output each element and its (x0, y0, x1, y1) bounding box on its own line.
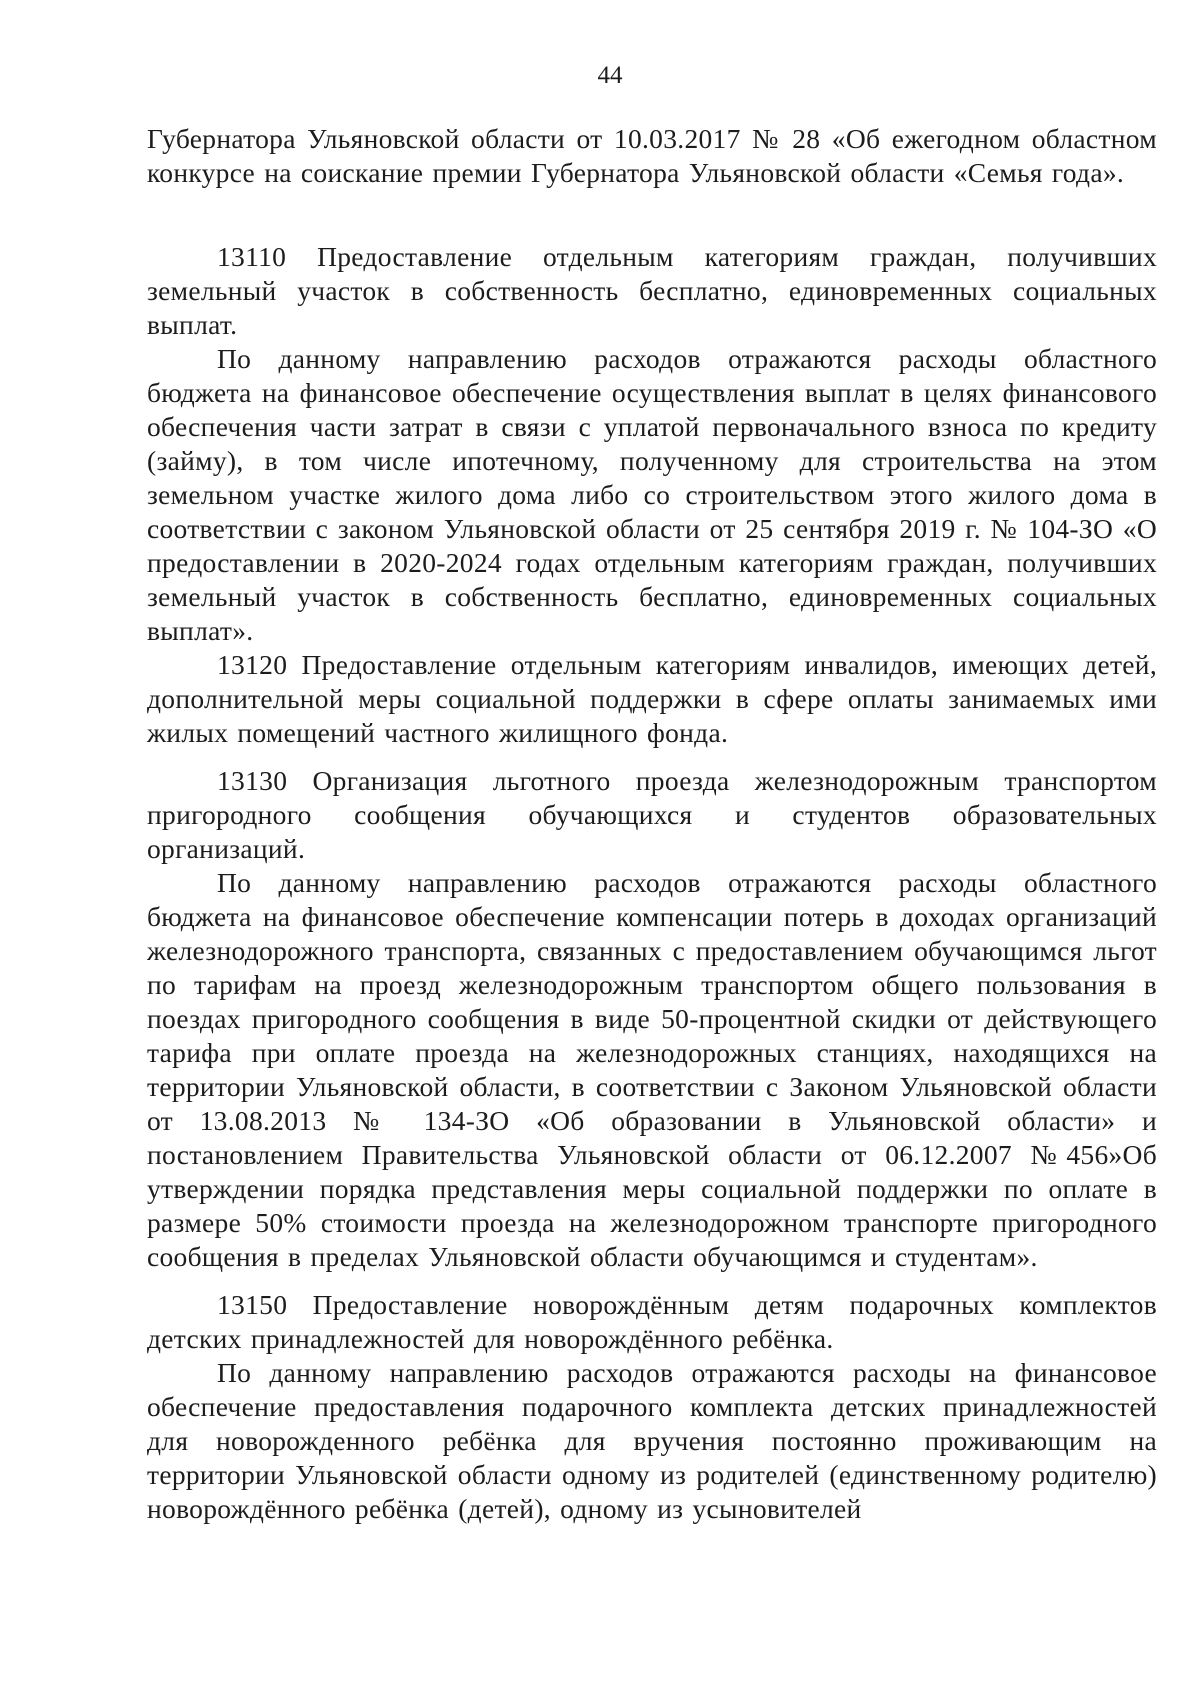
section-heading-13130: 13130 Организация льготного проезда железнодорожным транспортом пригородного сообщения обучающихся и студентов образовательных организаций. (147, 765, 1157, 864)
section-heading-13120: 13120 Предоставление отдельным категориям инвалидов, имеющих детей, дополнительной меры социальной поддержки в сфере оплаты занимаемых ими жилых помещений частного жилищного фонда. (147, 649, 1157, 748)
paragraph-13110-description: По данному направлению расходов отражаются расходы областного бюджета на финансовое обеспечение осуществления выплат в целях финансового обеспечения части затрат в связи с уплатой первоначального взноса по кредиту (займу), в том числе ипотечному, полученному для строительства на этом земельном участке жилого дома либо со строительством этого жилого дома в соответствии с законом Ульяновской области от 25 сентября 2019 г. № 104-ЗО «О предоставлении в 2020-2024 годах отдельным категориям граждан, получивших земельный участок в собственность бесплатно, единовременных социальных выплат». (147, 343, 1157, 646)
section-heading-13110: 13110 Предоставление отдельным категориям граждан, получивших земельный участок в собственность бесплатно, единовременных социальных выплат. (147, 241, 1157, 340)
page-number: 44 (597, 62, 623, 89)
text-block-13130 (147, 764, 1157, 1274)
paragraph-13150-description: По данному направлению расходов отражаются расходы на финансовое обеспечение предоставления подарочного комплекта детских принадлежностей для новорожденного ребёнка для вручения постоянно проживающим на территории Ульяновской области одному из родителей (единственному родителю) новорождённого ребёнка (детей), одному из усыновителей (147, 1357, 1157, 1524)
text-block-13110 (147, 240, 1157, 648)
text-block-award-decree (147, 122, 1157, 190)
paragraph-13130-description: По данному направлению расходов отражаются расходы областного бюджета на финансовое обеспечение компенсации потерь в доходах организаций железнодорожного транспорта, связанных с предоставлением обучающимся льгот по тарифам на проезд железнодорожным транспортом общего пользования в поездах пригородного сообщения в виде 50-процентной скидки от действующего тарифа при оплате проезда на железнодорожных станциях, находящихся на территории Ульяновской области, в соответствии с Законом Ульяновской области от 13.08.2013 № 134-ЗО «Об образовании в Ульяновской области» и постановлением Правительства Ульяновской области от 06.12.2007 №456»Об утверждении порядка представления меры социальной поддержки по оплате в размере 50% стоимости проезда на железнодорожном транспорте пригородного сообщения в пределах Ульяновской области обучающимся и студентам». (147, 867, 1157, 1272)
section-heading-13150: 13150 Предоставление новорождённым детям подарочных комплектов детских принадлежностей для новорождённого ребёнка. (147, 1289, 1157, 1354)
text-block-13150 (147, 1288, 1157, 1526)
text-block-13120 (147, 648, 1157, 750)
paragraph-continuation: Губернатора Ульяновской области от 10.03.2017 № 28 «Об ежегодном областном конкурсе на соискание премии Губернатора Ульяновской области «Семья года». (147, 123, 1157, 188)
